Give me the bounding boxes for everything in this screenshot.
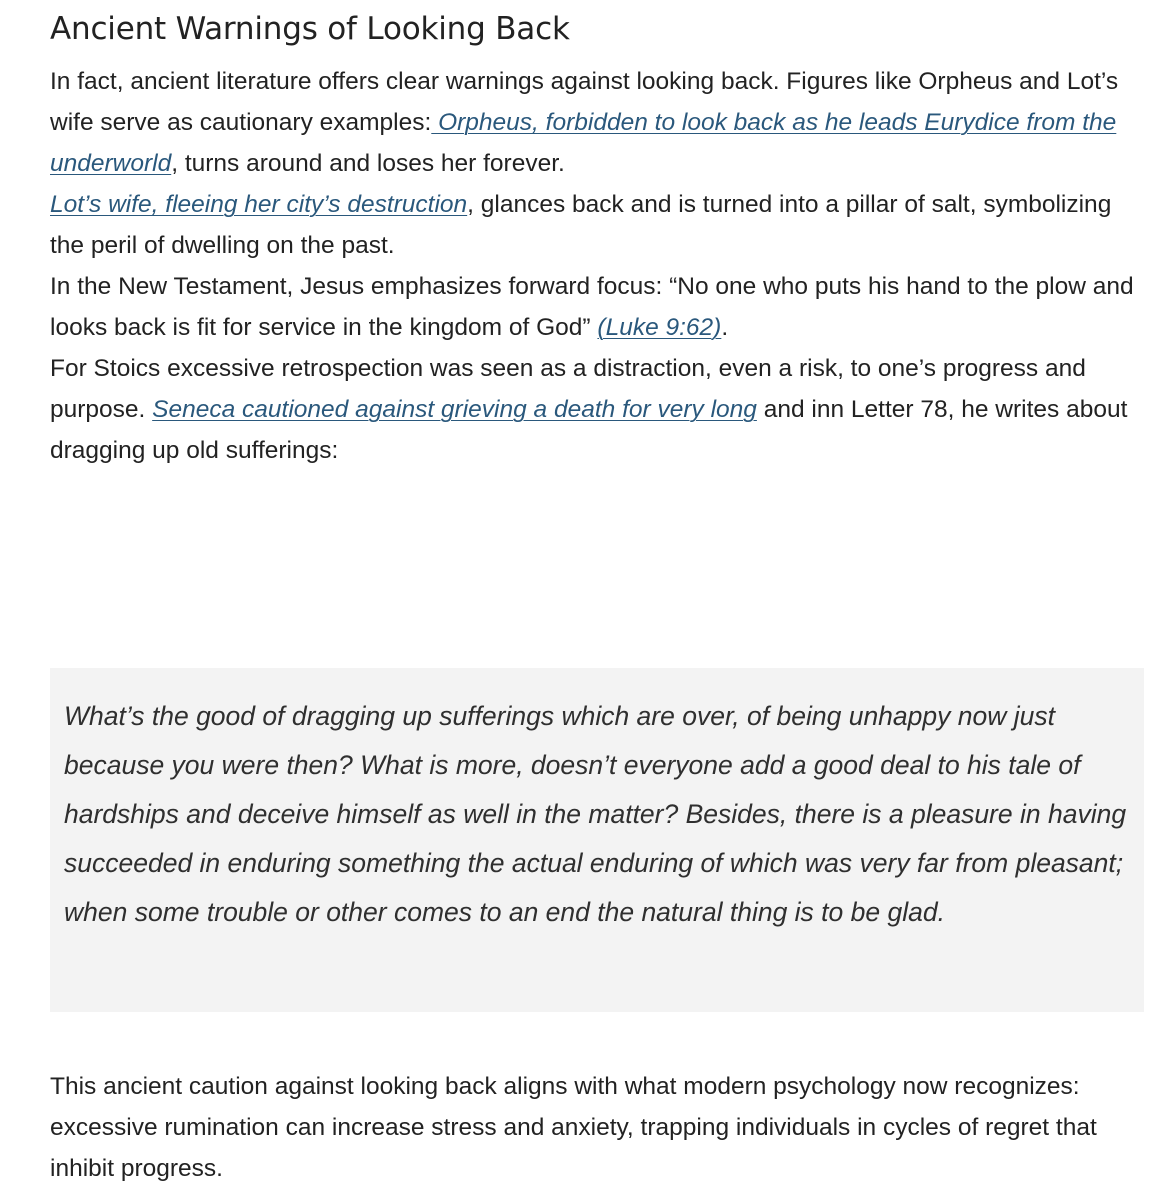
lots-wife-link[interactable]: Lot’s wife, fleeing her city’s destruction xyxy=(50,191,468,218)
paragraph-orpheus xyxy=(50,61,1146,184)
paragraph-text: and inn Letter 78, he writes about dragging up old sufferings: xyxy=(50,396,1128,464)
paragraph-text: In the New Testament, Jesus emphasizes forward focus: “No one who puts his hand to the plow and looks back is fit for service in the kingdom of God” xyxy=(50,273,1134,341)
paragraph-modern-psychology: This ancient caution against looking back aligns with what modern psychology now recognizes: excessive rumination can increase stress and anxiety, trapping individuals in cycles of regret that inhibit progress. xyxy=(50,1073,1097,1182)
section-heading: Ancient Warnings of Looking Back xyxy=(50,11,570,47)
paragraph-text: , turns around and loses her forever. xyxy=(171,150,565,177)
paragraph-lots-wife xyxy=(50,184,1146,266)
paragraph-new-testament xyxy=(50,266,1146,348)
seneca-link[interactable]: Seneca cautioned against grieving a death for very long xyxy=(152,396,757,423)
article-body xyxy=(50,0,1146,1182)
orpheus-link[interactable]: Orpheus, forbidden to look back as he leads Eurydice from the underworld xyxy=(50,109,1117,177)
paragraph-text: In fact, ancient literature offers clear warnings against looking back. Figures like Orpheus and Lot’s wife serve as cautionary examples: xyxy=(50,68,1119,136)
paragraph-stoics xyxy=(50,348,1146,471)
seneca-blockquote xyxy=(50,668,1144,1012)
luke-reference-link[interactable]: (Luke 9:62) xyxy=(597,314,722,341)
paragraph-text: , glances back and is turned into a pillar of salt, symbolizing the peril of dwelling on the past. xyxy=(50,191,1112,259)
paragraph-text: . xyxy=(721,314,729,341)
blockquote-text: What’s the good of dragging up sufferings which are over, of being unhappy now just because you were then? What is more, doesn’t everyone add a good deal to his tale of hardships and deceive himself as well in the matter? Besides, there is a pleasure in having succeeded in enduring something the actual enduring of which was very far from pleasant; when some trouble or other comes to an end the natural thing is to be glad. xyxy=(64,701,1127,927)
paragraph-text: For Stoics excessive retrospection was seen as a distraction, even a risk, to one’s progress and purpose. xyxy=(50,355,1086,423)
